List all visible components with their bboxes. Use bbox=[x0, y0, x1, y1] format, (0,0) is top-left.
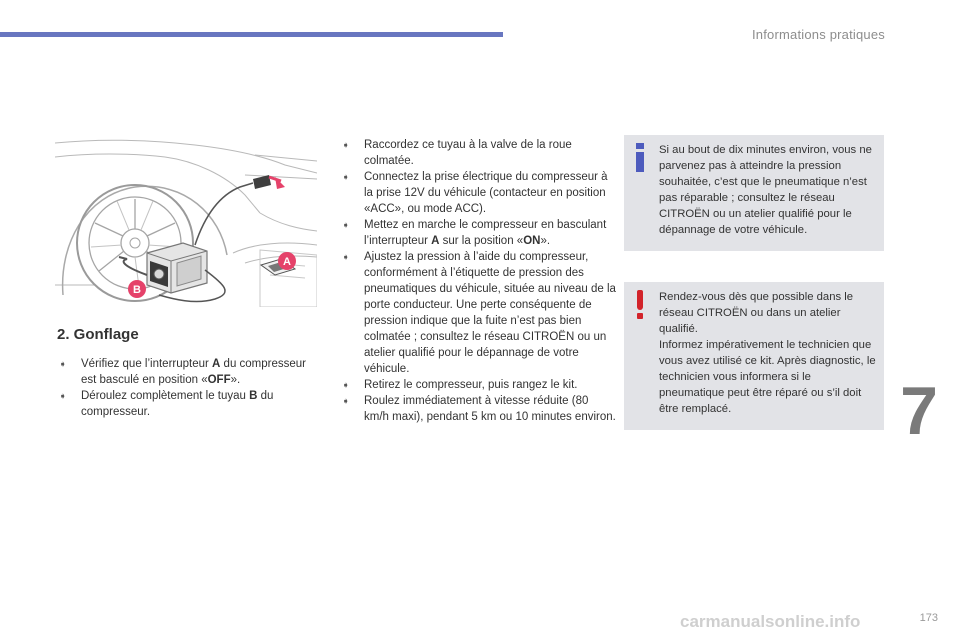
bullet-arrow-icon: ➧ bbox=[342, 140, 350, 150]
header-accent-bar bbox=[0, 32, 503, 37]
badge-a-label: A bbox=[283, 256, 291, 268]
info-icon bbox=[633, 143, 647, 173]
bullet-arrow-icon: ➧ bbox=[342, 396, 350, 406]
badge-b-label: B bbox=[133, 284, 141, 296]
compressor-illustration bbox=[55, 135, 317, 307]
info-box bbox=[624, 135, 884, 251]
warning-icon bbox=[634, 290, 646, 320]
list-item: ➧ Connectez la prise électrique du compresseur à la prise 12V du véhicule (contacteur en position «ACC», ou mode ACC). bbox=[342, 171, 608, 215]
warning-line: Rendez-vous dès que possible dans le réseau CITROËN ou dans un atelier qualifié. bbox=[659, 291, 854, 335]
bullet-arrow-icon: ➧ bbox=[59, 359, 67, 369]
list-item: ➧ Roulez immédiatement à vitesse réduite (80 km/h maxi), pendant 5 km ou 10 minutes environ. bbox=[342, 395, 616, 423]
list-item: ➧ Raccordez ce tuyau à la valve de la roue colmatée. bbox=[342, 139, 572, 167]
info-box-text: Si au bout de dix minutes environ, vous ne parvenez pas à atteindre la pression souhaitée, c’est que le pneumatique n’est pas réparable ; consultez le réseau CITROËN ou un atelier qualifié pour le dépannage de votre véhicule. bbox=[659, 144, 872, 236]
bullet-arrow-icon: ➧ bbox=[342, 220, 350, 230]
warning-box-text bbox=[659, 282, 884, 417]
list-item: ➧ Déroulez complètement le tuyau B du compresseur. bbox=[59, 390, 274, 418]
section-title: 2. Gonflage bbox=[57, 326, 139, 343]
list-item: ➧ Mettez en marche le compresseur en basculant l’interrupteur A sur la position «ON». bbox=[342, 219, 607, 247]
instruction-list-left bbox=[58, 356, 313, 420]
watermark: carmanualsonline.info bbox=[680, 612, 861, 631]
page-number: 173 bbox=[919, 612, 938, 624]
bullet-arrow-icon: ➧ bbox=[342, 380, 350, 390]
page-header-title: Informations pratiques bbox=[751, 27, 885, 42]
warning-box bbox=[624, 282, 884, 430]
bullet-arrow-icon: ➧ bbox=[342, 172, 350, 182]
chapter-number: 7 bbox=[900, 373, 938, 449]
warning-line: Informez impérativement le technicien que vous avez utilisé ce kit. Après diagnostic, le technicien vous informera si le pneumatique peut être réparé ou s’il doit être remplacé. bbox=[659, 339, 876, 415]
bullet-arrow-icon: ➧ bbox=[59, 391, 67, 401]
bullet-arrow-icon: ➧ bbox=[342, 252, 350, 262]
list-item: ➧ Ajustez la pression à l’aide du compresseur, conformément à l’étiquette de pression des pneumatiques du véhicule, située au niveau de la porte conducteur. Une perte conséquente de pression indique que la fuite n’est pas bien colmatée ; consultez le réseau CITROËN ou un atelier qualifié pour le dépannage de votre véhicule. bbox=[342, 251, 616, 375]
list-item: ➧ Vérifiez que l’interrupteur A du compresseur est basculé en position «OFF». bbox=[59, 358, 307, 386]
list-item: ➧ Retirez le compresseur, puis rangez le kit. bbox=[342, 379, 578, 391]
instruction-list-middle bbox=[341, 137, 616, 425]
